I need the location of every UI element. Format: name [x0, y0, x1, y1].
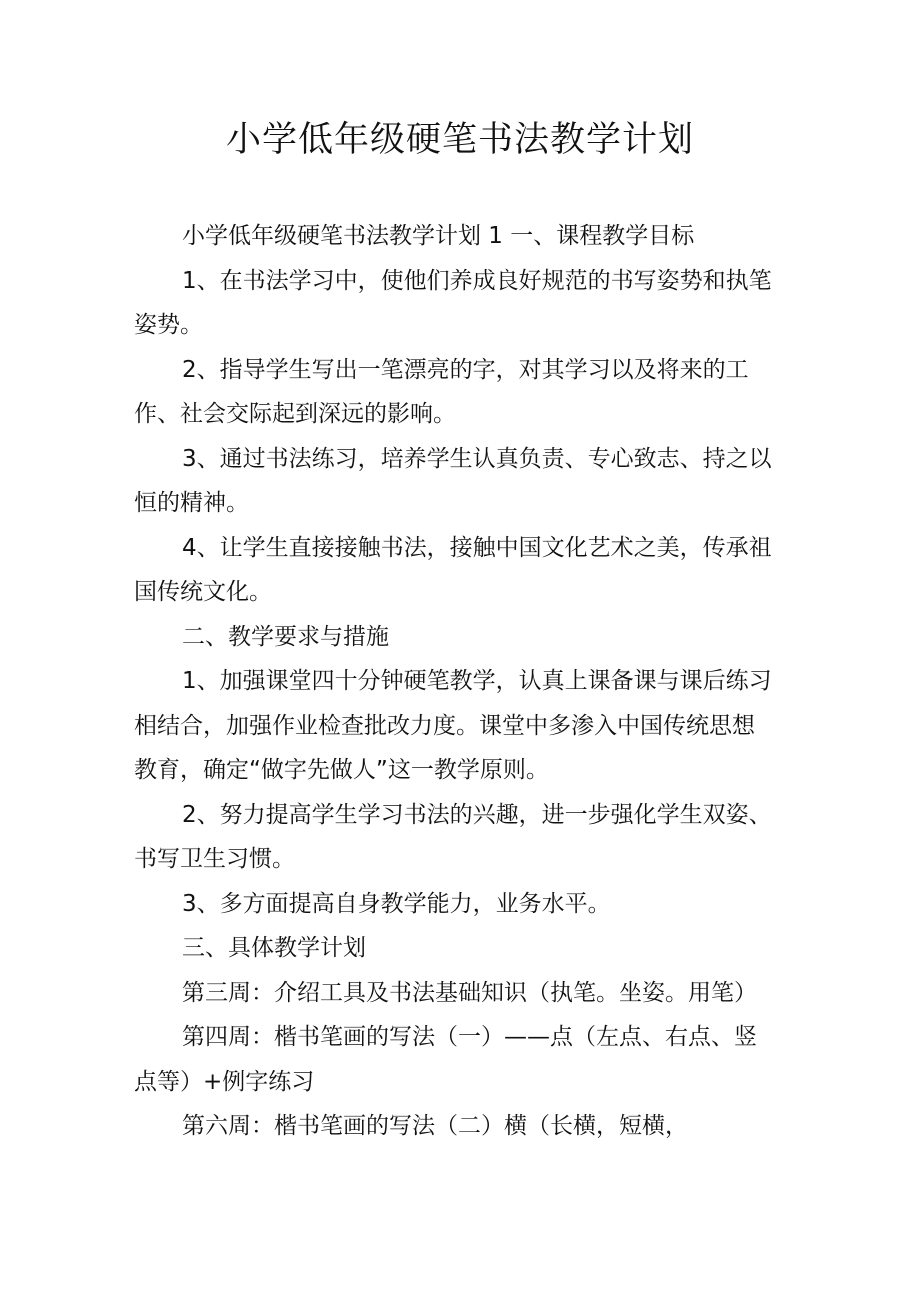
- paragraph-requirement-2: 2、努力提高学生学习书法的兴趣，进一步强化学生双姿、书写卫生习惯。: [134, 801, 772, 872]
- paragraph-requirement-3: 3、多方面提高自身教学能力，业务水平。: [182, 890, 611, 917]
- paragraph-goal-3: 3、通过书法练习，培养学生认真负责、专心致志、持之以恒的精神。: [134, 445, 772, 516]
- document-body: [134, 214, 774, 1149]
- paragraph-goal-2: 2、指导学生写出一笔漂亮的字，对其学习以及将来的工作、社会交际起到深远的影响。: [134, 356, 749, 427]
- paragraph-goal-1: 1、在书法学习中，使他们养成良好规范的书写姿势和执笔姿势。: [134, 267, 772, 338]
- paragraph-week-3: 第三周：介绍工具及书法基础知识（执笔。坐姿。用笔）: [182, 979, 757, 1006]
- paragraph-intro: 小学低年级硬笔书法教学计划 1 一、课程教学目标: [182, 223, 695, 249]
- paragraph-week-4: 第四周：楷书笔画的写法（一）——点（左点、右点、竖点等）+例字练习: [134, 1024, 757, 1095]
- paragraph-requirement-1: 1、加强课堂四十分钟硬笔教学，认真上课备课与课后练习相结合，加强作业检查批改力度。课堂中多渗入中国传统思想教育，确定“做字先做人”这一教学原则。: [134, 668, 772, 783]
- paragraph-week-6: 第六周：楷书笔画的写法（二）横（长横，短横，: [182, 1113, 688, 1139]
- section-heading-requirements: 二、教学要求与措施: [182, 623, 389, 650]
- section-heading-plan: 三、具体教学计划: [182, 935, 366, 961]
- paragraph-goal-4: 4、让学生直接接触书法，接触中国文化艺术之美，传承祖国传统文化。: [134, 534, 772, 605]
- document-title: 小学低年级硬笔书法教学计划: [225, 120, 694, 160]
